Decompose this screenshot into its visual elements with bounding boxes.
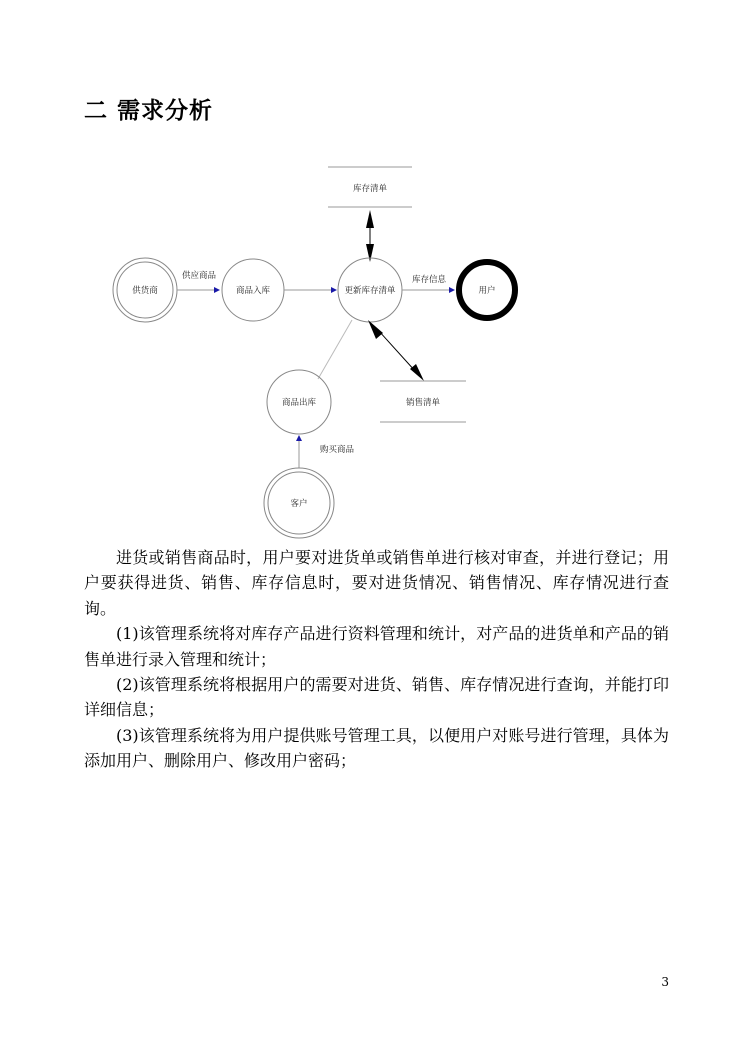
supplier-label: 供货商 bbox=[132, 286, 158, 296]
update-inventory-node bbox=[338, 258, 402, 322]
sales-list-store bbox=[380, 381, 466, 422]
paragraph-item-3: (3)该管理系统将为用户提供账号管理工具，以便用户对账号进行管理，具体为添加用户、删除用户、修改用户密码； bbox=[84, 725, 669, 771]
stock-out-node bbox=[267, 370, 331, 434]
stock-in-node bbox=[222, 259, 284, 321]
customer-node bbox=[264, 468, 334, 538]
stock-out-label: 商品出库 bbox=[281, 398, 317, 408]
inventory-info-label: 库存信息 bbox=[411, 275, 447, 285]
user-node bbox=[459, 262, 515, 318]
update-inventory-label: 更新库存清单 bbox=[344, 286, 396, 296]
supply-goods-label: 供应商品 bbox=[181, 271, 217, 281]
page-number: 3 bbox=[661, 975, 669, 989]
purchase-goods-flow bbox=[299, 436, 354, 468]
stock-out-to-update-flow bbox=[318, 320, 352, 379]
sales-update-arrow bbox=[368, 320, 424, 381]
stock-in-label: 商品入库 bbox=[235, 286, 271, 296]
section-heading: 二 需求分析 bbox=[84, 98, 214, 124]
supplier-node bbox=[113, 258, 177, 322]
supply-goods-flow bbox=[177, 270, 219, 290]
sales-list-label: 销售清单 bbox=[405, 398, 441, 408]
user-label: 用户 bbox=[478, 286, 496, 296]
inventory-list-label: 库存清单 bbox=[352, 184, 388, 194]
purchase-goods-label: 购买商品 bbox=[319, 445, 355, 455]
paragraph-intro: 进货或销售商品时，用户要对进货单或销售单进行核对审查，并进行登记；用户要获得进货、销售、库存信息时，要对进货情况、销售情况、库存情况进行查询。 bbox=[84, 548, 669, 618]
paragraph-item-1: (1)该管理系统将对库存产品进行资料管理和统计，对产品的进货单和产品的销售单进行录入管理和统计； bbox=[84, 624, 669, 669]
customer-label: 客户 bbox=[290, 499, 308, 509]
body-text bbox=[84, 545, 669, 774]
inventory-update-arrow bbox=[366, 210, 374, 262]
inventory-list-store bbox=[328, 167, 412, 207]
paragraph-item-2: (2)该管理系统将根据用户的需要对进货、销售、库存情况进行查询，并能打印详细信息； bbox=[84, 675, 669, 720]
inventory-info-flow bbox=[402, 274, 454, 290]
